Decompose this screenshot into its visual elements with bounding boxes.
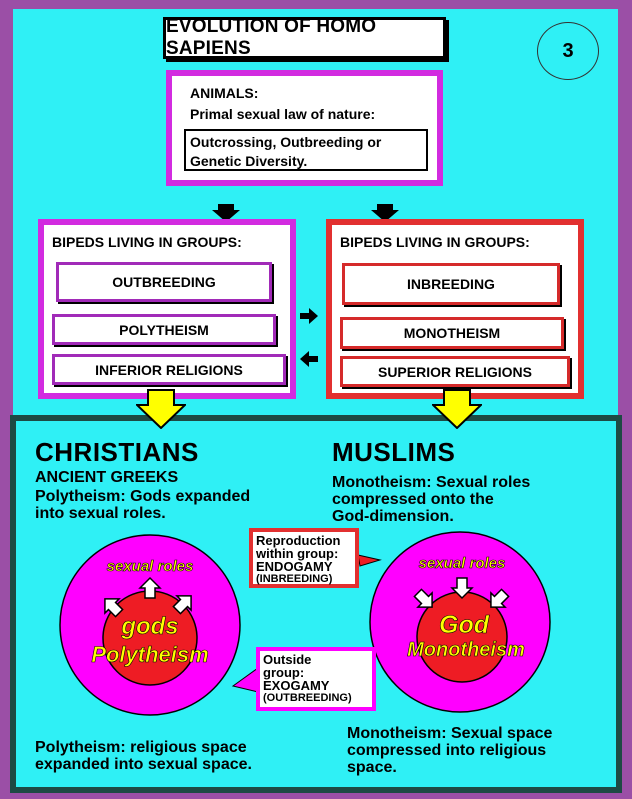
- monotheism-circle: [370, 532, 550, 712]
- superior-religions-label: SUPERIOR RELIGIONS: [377, 363, 533, 380]
- muslims-footer-line: compressed into religious: [347, 742, 547, 759]
- muslims-description-line: compressed onto the: [332, 491, 494, 508]
- christians-footer-line: expanded into sexual space.: [35, 756, 252, 773]
- endogamy-line: within group:: [256, 546, 339, 561]
- exogamy-pointer: [233, 668, 258, 692]
- monotheism-label: MONOTHEISM: [403, 325, 501, 341]
- exogamy-line: group:: [263, 665, 305, 680]
- exogamy-callout: [256, 647, 376, 711]
- page-title-text: EVOLUTION OF HOMO SAPIENS: [166, 16, 377, 59]
- animals-law-detail-line: Outcrossing, Outbreeding or: [190, 134, 382, 150]
- endogamy-line: Reproduction: [256, 533, 341, 548]
- endogamy-callout: [249, 528, 359, 588]
- christians-footer-line: Polytheism: religious space: [35, 739, 247, 756]
- christians-footer: [35, 739, 252, 773]
- animals-law-detail-line: Genetic Diversity.: [190, 153, 308, 169]
- right-inner-label-1: God: [439, 611, 489, 639]
- inferior-religions-label: INFERIOR RELIGIONS: [95, 361, 243, 378]
- left-inner-label-2: Polytheism: [91, 642, 209, 667]
- muslims-footer-line: space.: [347, 759, 397, 776]
- exogamy-line: EXOGAMY: [263, 678, 330, 693]
- inbreeding-label: INBREEDING: [407, 276, 495, 292]
- muslims-footer-line: Monotheism: Sexual space: [347, 725, 553, 742]
- right-inner-label-2: Monotheism: [407, 639, 525, 661]
- endogamy-pointer: [358, 555, 380, 566]
- animals-heading: ANIMALS:: [190, 85, 259, 101]
- christians-heading: CHRISTIANS: [35, 437, 199, 467]
- endogamy-line: ENDOGAMY: [256, 559, 333, 574]
- polytheism-label: POLYTHEISM: [119, 321, 209, 338]
- muslims-description-line: Monotheism: Sexual roles: [332, 474, 531, 491]
- christians-description-line: into sexual roles.: [35, 505, 166, 522]
- outbreeding-label: OUTBREEDING: [112, 274, 216, 290]
- exogamy-line: (OUTBREEDING): [263, 692, 352, 704]
- page-number: 3: [562, 39, 574, 62]
- animals-law: Primal sexual law of nature:: [190, 106, 376, 122]
- left-outer-label: sexual roles: [106, 558, 194, 575]
- left-group-heading: BIPEDS LIVING IN GROUPS:: [52, 234, 242, 250]
- christians-description-line: Polytheism: Gods expanded: [35, 488, 251, 505]
- exogamy-line: Outside: [263, 652, 312, 667]
- right-group-heading: BIPEDS LIVING IN GROUPS:: [340, 234, 530, 250]
- left-inner-label-1: gods: [121, 613, 179, 640]
- right-outer-label: sexual roles: [418, 555, 506, 572]
- muslims-footer: [347, 725, 552, 776]
- muslims-description-line: God-dimension.: [332, 508, 454, 525]
- polytheism-circle: [60, 535, 240, 715]
- muslims-heading: MUSLIMS: [332, 437, 456, 467]
- christians-subheading: ANCIENT GREEKS: [35, 469, 179, 486]
- endogamy-line: (INBREEDING): [256, 573, 333, 585]
